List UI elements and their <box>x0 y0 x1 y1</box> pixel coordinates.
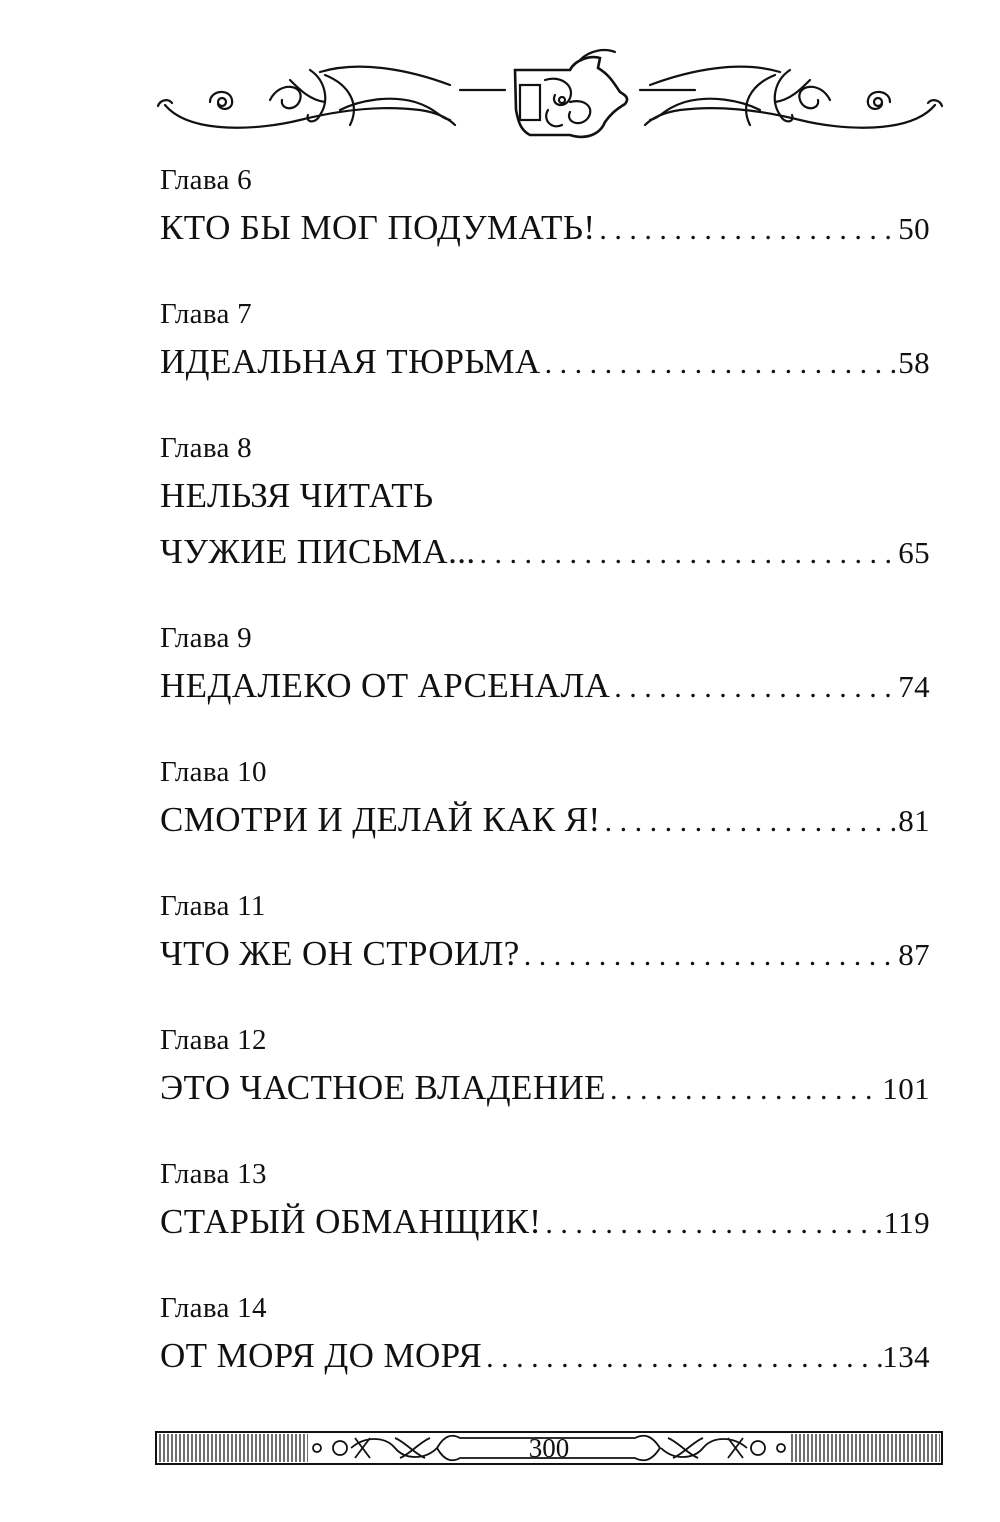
chapter-title: НЕДАЛЕКО ОТ АРСЕНАЛА <box>160 666 611 705</box>
page-ref: 81 <box>898 803 930 838</box>
leader-dots <box>541 336 899 390</box>
chapter-title: СМОТРИ И ДЕЛАЙ КАК Я! <box>160 800 601 839</box>
footer-bar <box>155 1428 943 1468</box>
chapter-title-line: НЕЛЬЗЯ ЧИТАТЬ <box>160 476 434 515</box>
chapter-label: Глава 10 <box>160 756 267 788</box>
leader-dots <box>606 1062 882 1116</box>
chapter-title-row <box>160 1194 930 1250</box>
leader-dots <box>595 202 898 256</box>
chapter-title: ОТ МОРЯ ДО МОРЯ <box>160 1336 483 1375</box>
toc-entry[interactable] <box>160 294 930 390</box>
leader-dots <box>476 526 899 580</box>
chapter-title-row <box>160 334 930 390</box>
page-ref: 134 <box>882 1339 930 1374</box>
leader-dots <box>601 794 899 848</box>
toc-entry[interactable] <box>160 752 930 848</box>
chapter-label: Глава 13 <box>160 1158 267 1190</box>
leader-dots <box>520 928 898 982</box>
chapter-label: Глава 9 <box>160 622 252 654</box>
page-ref: 74 <box>898 669 930 704</box>
chapter-label: Глава 7 <box>160 298 252 330</box>
chapter-title-row <box>160 524 930 580</box>
chapter-label: Глава 8 <box>160 432 252 464</box>
chapter-title-row <box>160 1328 930 1384</box>
toc-entry[interactable] <box>160 886 930 982</box>
chapter-title-row <box>160 792 930 848</box>
page-number: 300 <box>528 1433 570 1463</box>
chapter-title-row <box>160 926 930 982</box>
toc-entry[interactable] <box>160 618 930 714</box>
chapter-title: ИДЕАЛЬНАЯ ТЮРЬМА <box>160 342 541 381</box>
toc-entry[interactable] <box>160 1020 930 1116</box>
chapter-label: Глава 6 <box>160 164 252 196</box>
header-ornament <box>150 40 950 150</box>
page-ref: 119 <box>883 1205 930 1240</box>
chapter-title-row <box>160 1060 930 1116</box>
page-ref: 65 <box>898 535 930 570</box>
chapter-label: Глава 12 <box>160 1024 267 1056</box>
left-flourish <box>165 105 455 128</box>
page-ref: 50 <box>898 211 930 246</box>
page-ref: 101 <box>882 1071 930 1106</box>
toc-entry[interactable] <box>160 160 930 256</box>
chapter-label: Глава 14 <box>160 1292 267 1324</box>
chapter-title: ЧУЖИЕ ПИСЬМА... <box>160 532 476 571</box>
toc-entry[interactable] <box>160 1288 930 1384</box>
table-of-contents <box>160 160 930 1422</box>
toc-entry[interactable] <box>160 428 930 580</box>
chapter-title: СТАРЫЙ ОБМАНЩИК! <box>160 1202 542 1241</box>
leader-dots <box>482 1330 882 1384</box>
leader-dots <box>610 660 898 714</box>
page-ref: 87 <box>898 937 930 972</box>
right-flourish <box>645 105 935 128</box>
leader-dots <box>541 1196 883 1250</box>
chapter-title: ЧТО ЖЕ ОН СТРОИЛ? <box>160 934 520 973</box>
chapter-title: ЭТО ЧАСТНОЕ ВЛАДЕНИЕ <box>160 1068 606 1107</box>
chapter-title-row <box>160 200 930 256</box>
toc-entry[interactable] <box>160 1154 930 1250</box>
chapter-title-row <box>160 658 930 714</box>
page-ref: 58 <box>898 345 930 380</box>
chapter-title: КТО БЫ МОГ ПОДУМАТЬ! <box>160 208 596 247</box>
chapter-label: Глава 11 <box>160 890 266 922</box>
